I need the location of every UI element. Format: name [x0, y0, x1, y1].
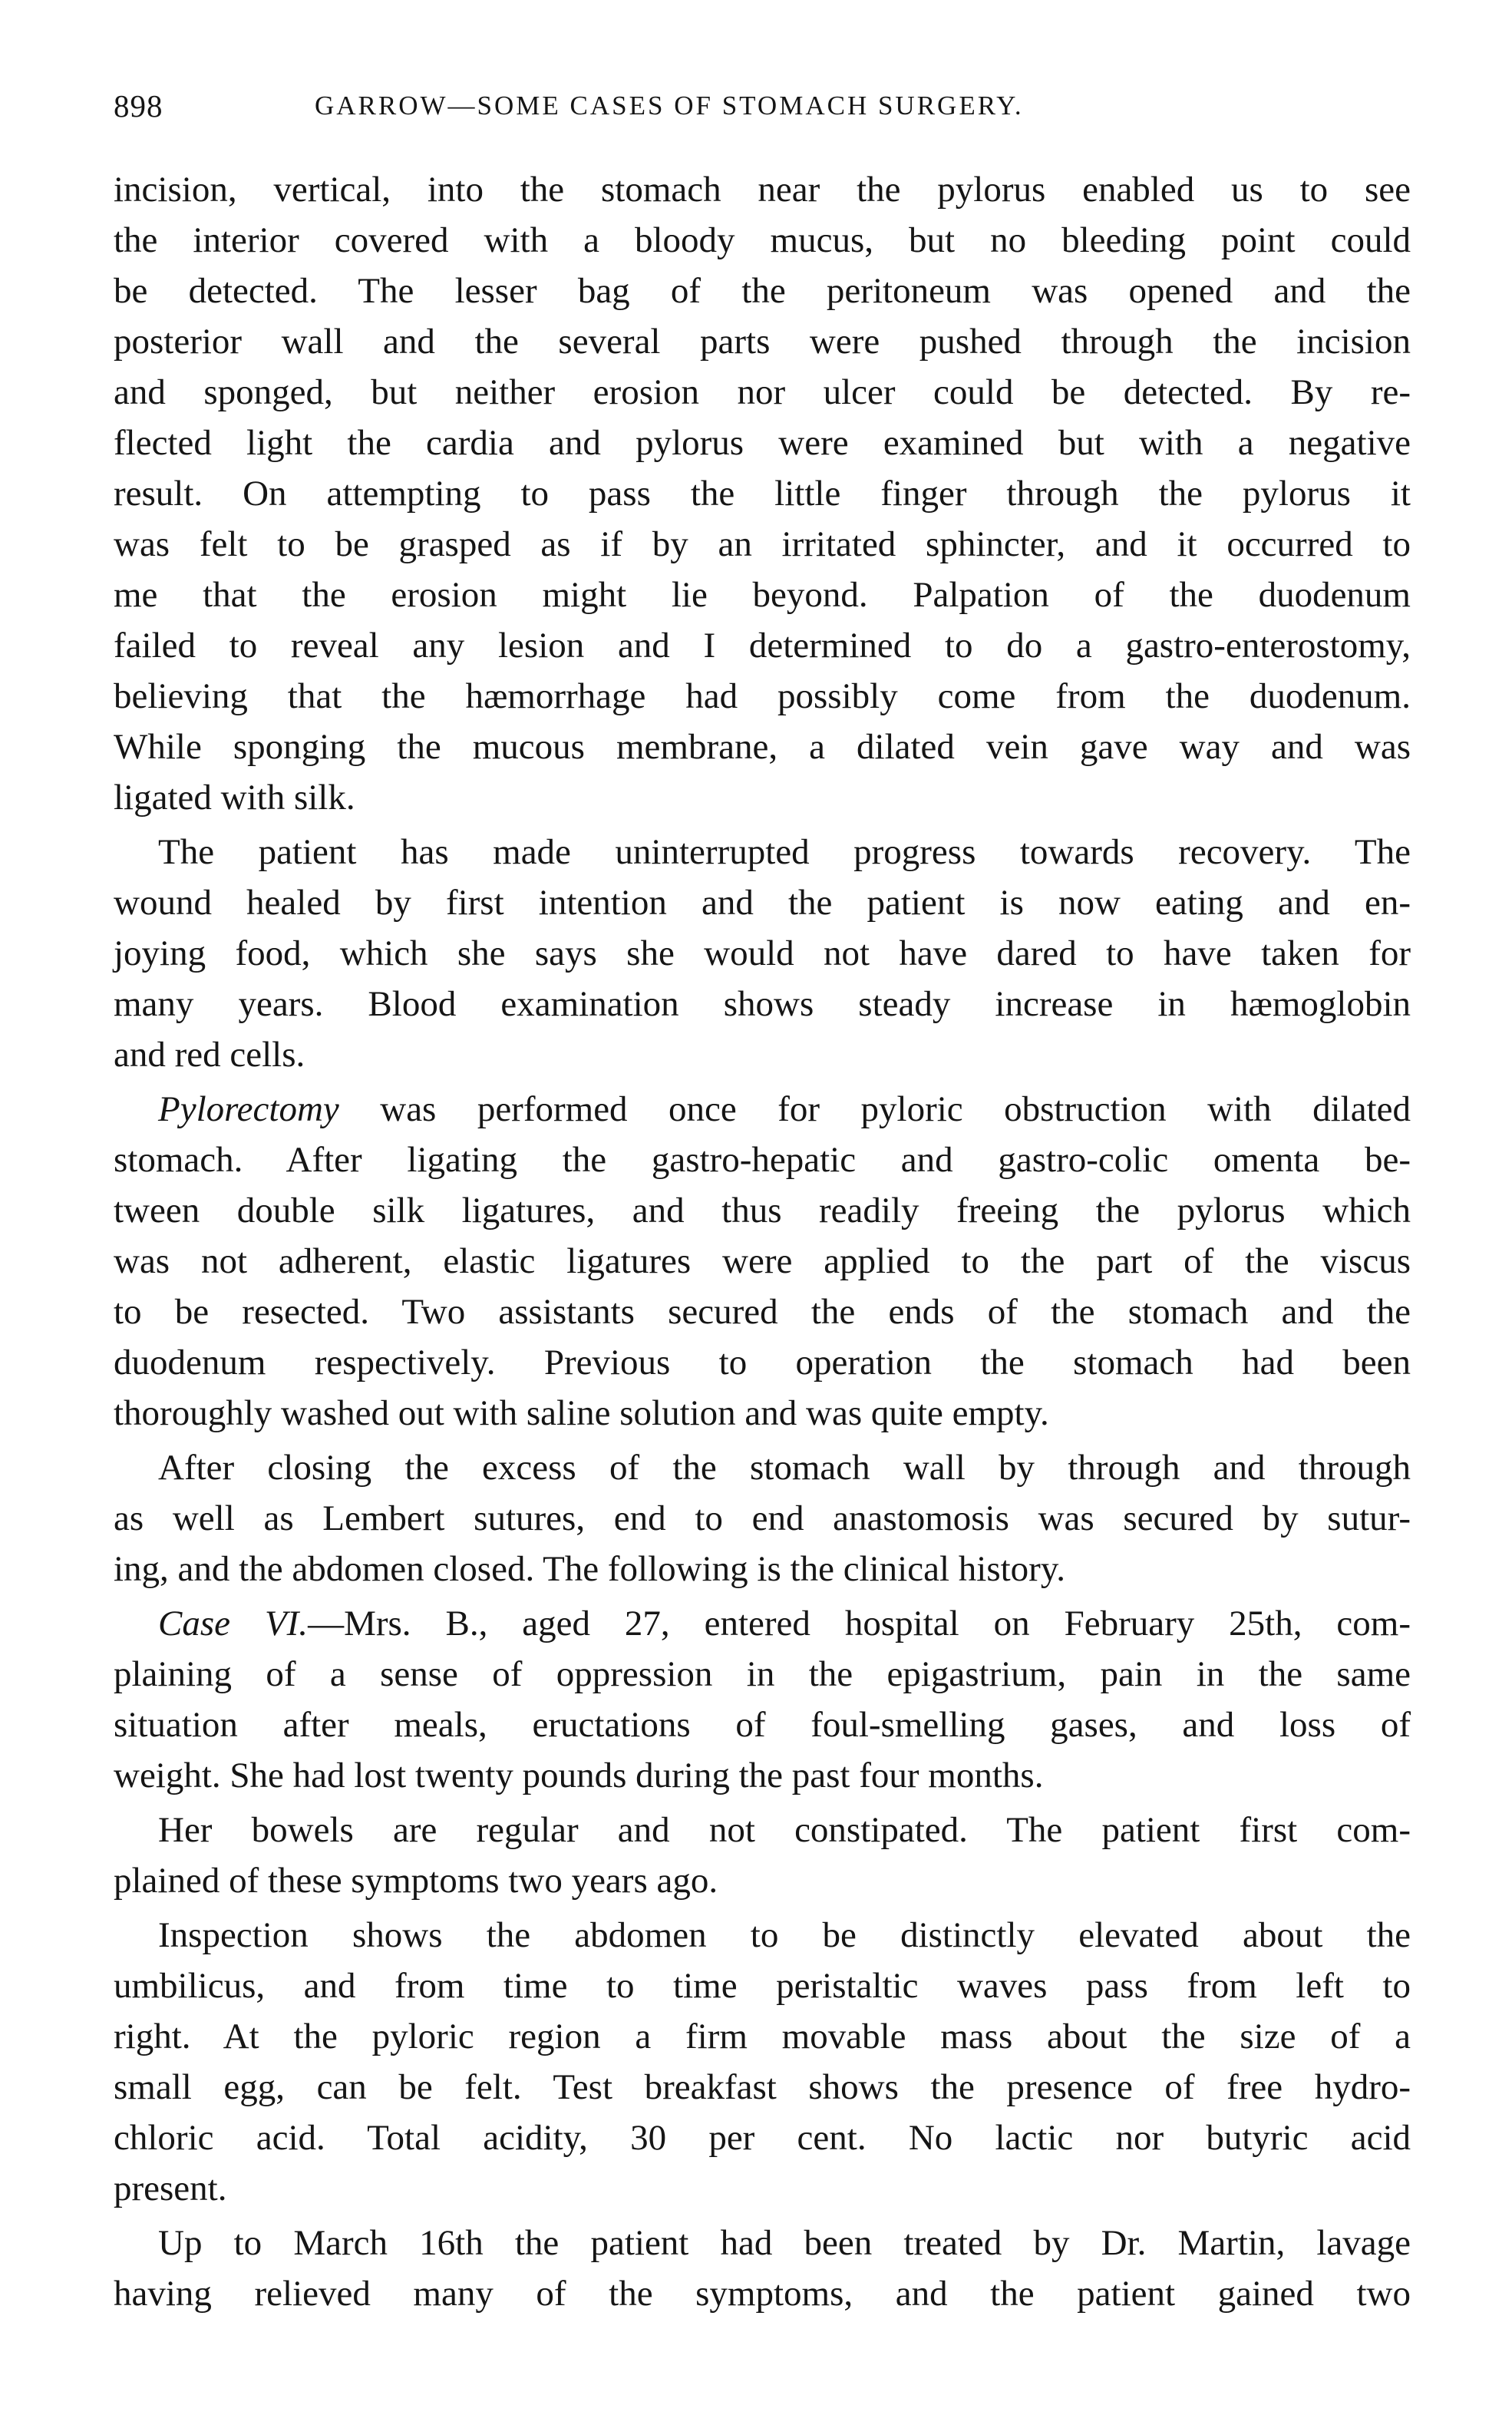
text-line: Inspection shows the abdomen to be distinctly elevated about the — [158, 1915, 1411, 1955]
text-line-pylorectomy — [114, 1084, 1411, 1135]
text-line: ing, and the abdomen closed. The following is the clinical history. — [114, 1549, 1066, 1589]
text-line: plained of these symptoms two years ago. — [114, 1861, 718, 1901]
text-line: incision, vertical, into the stomach near the pylorus enabled us to see — [114, 170, 1411, 210]
text-line-case — [114, 1598, 1411, 1649]
text-line: plaining of a sense of oppression in the epigastrium, pain in the same — [114, 1654, 1411, 1694]
text-line: present. — [114, 2169, 227, 2208]
italic-term: Pylorectomy — [158, 1089, 339, 1129]
text-line: me that the erosion might lie beyond. Palpation of the duodenum — [114, 575, 1411, 615]
text-line: believing that the hæmorrhage had possibly come from the duodenum. — [114, 676, 1411, 716]
text-line: flected light the cardia and pylorus were examined but with a negative — [114, 423, 1411, 463]
text-line: duodenum respectively. Previous to operation the stomach had been — [114, 1343, 1411, 1382]
text-line: Up to March 16th the patient had been treated by Dr. Martin, lavage — [158, 2223, 1411, 2263]
text-line: result. On attempting to pass the little finger through the pylorus it — [114, 474, 1411, 514]
text-line: ligated with silk. — [114, 778, 355, 818]
text-line: having relieved many of the symptoms, and the patient gained two — [114, 2274, 1411, 2314]
text-line: wound healed by first intention and the patient is now eating and en- — [114, 883, 1411, 923]
text-line: posterior wall and the several parts were pushed through the incision — [114, 322, 1411, 362]
text-line: thoroughly washed out with saline solution and was quite empty. — [114, 1393, 1049, 1433]
text-line: Her bowels are regular and not constipated. The patient first com- — [158, 1810, 1411, 1850]
text-line: stomach. After ligating the gastro-hepatic and gastro-colic omenta be- — [114, 1140, 1411, 1180]
text-line: as well as Lembert sutures, end to end anastomosis was secured by sutur- — [114, 1498, 1411, 1538]
line-rest: was performed once for pyloric obstruction with dilated — [380, 1089, 1411, 1129]
text-line: many years. Blood examination shows steady increase in hæmoglobin — [114, 984, 1411, 1024]
text-line: tween double silk ligatures, and thus readily freeing the pylorus which — [114, 1191, 1411, 1231]
text-line: right. At the pyloric region a firm movable mass about the size of a — [114, 2017, 1411, 2056]
page-number: 898 — [114, 88, 163, 124]
text-line: and sponged, but neither erosion nor ulcer could be detected. By re- — [114, 372, 1411, 412]
text-line: situation after meals, eructations of foul-smelling gases, and loss of — [114, 1705, 1411, 1745]
text-line: While sponging the mucous membrane, a dilated vein gave way and was — [114, 727, 1411, 767]
running-head: GARROW—SOME CASES OF STOMACH SURGERY. — [315, 91, 1024, 121]
text-line: small egg, can be felt. Test breakfast shows the presence of free hydro- — [114, 2067, 1411, 2107]
text-line: the interior covered with a bloody mucus, but no bleeding point could — [114, 220, 1411, 260]
text-line: and red cells. — [114, 1035, 305, 1075]
text-line: was not adherent, elastic ligatures were applied to the part of the viscus — [114, 1241, 1411, 1281]
text-line: be detected. The lesser bag of the peritoneum was opened and the — [114, 271, 1411, 311]
body-text — [114, 164, 1411, 2319]
text-line: to be resected. Two assistants secured the ends of the stomach and the — [114, 1292, 1411, 1332]
case-label: Case VI. — [158, 1604, 309, 1643]
page-header — [114, 83, 1403, 129]
text-line: The patient has made uninterrupted progress towards recovery. The — [158, 832, 1411, 872]
text-line: chloric acid. Total acidity, 30 per cent. No lactic nor butyric acid — [114, 2118, 1411, 2158]
text-line: umbilicus, and from time to time peristaltic waves pass from left to — [114, 1966, 1411, 2006]
text-line: After closing the excess of the stomach wall by through and through — [158, 1448, 1411, 1488]
text-line: weight. She had lost twenty pounds during the past four months. — [114, 1756, 1044, 1795]
text-line: failed to reveal any lesion and I determined to do a gastro-enterostomy, — [114, 626, 1411, 666]
text-line: joying food, which she says she would not have dared to have taken for — [114, 933, 1411, 973]
text-line: was felt to be grasped as if by an irritated sphincter, and it occurred to — [114, 524, 1411, 564]
line-rest: —Mrs. B., aged 27, entered hospital on February 25th, com- — [308, 1604, 1411, 1643]
